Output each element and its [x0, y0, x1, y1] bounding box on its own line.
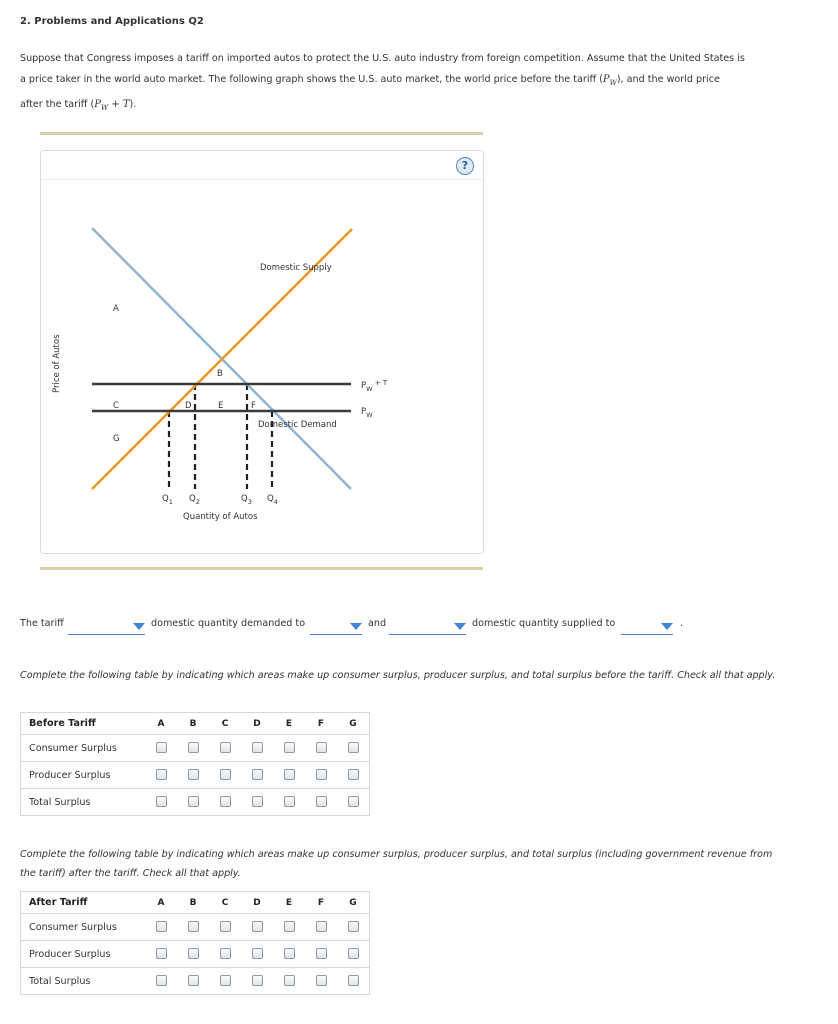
checkbox[interactable] — [316, 948, 327, 959]
table-header-row — [21, 892, 370, 914]
checkbox[interactable] — [316, 796, 327, 807]
graph-top-rule — [40, 132, 483, 135]
supply-effect-dropdown[interactable] — [389, 620, 466, 635]
row-label: Total Surplus — [21, 789, 146, 816]
checkbox[interactable] — [220, 921, 231, 932]
checkbox[interactable] — [348, 975, 359, 986]
checkbox[interactable] — [188, 769, 199, 780]
row-label: Total Surplus — [21, 968, 146, 995]
sentence-text-2: domestic quantity demanded to — [151, 618, 306, 629]
intro-line-2: a price taker in the world auto market. The following graph shows the U.S. auto market, the world price before the tariff $(P_W)$, and the world price — [20, 74, 720, 87]
before-tariff-table — [20, 712, 370, 816]
after-tariff-title: After Tariff — [21, 892, 146, 914]
checkbox[interactable] — [284, 921, 295, 932]
checkbox[interactable] — [188, 742, 199, 753]
column-g: G — [337, 892, 370, 914]
graph-bottom-rule — [40, 567, 483, 570]
column-f: F — [305, 713, 337, 735]
quantity-supplied-dropdown[interactable] — [621, 620, 673, 635]
row-label: Producer Surplus — [21, 762, 146, 789]
pwt-price-label: $P_W$ $^{+ T}$ — [361, 379, 388, 393]
dropdown-arrow-icon — [661, 623, 673, 630]
checkbox[interactable] — [284, 975, 295, 986]
checkbox[interactable] — [316, 742, 327, 753]
supply-label: Domestic Supply — [260, 263, 332, 273]
column-e: E — [273, 892, 305, 914]
checkbox[interactable] — [316, 975, 327, 986]
table-row — [21, 762, 370, 789]
checkbox[interactable] — [188, 948, 199, 959]
area-g-label: G — [113, 434, 120, 444]
checkbox[interactable] — [348, 796, 359, 807]
column-c: C — [209, 713, 241, 735]
checkbox[interactable] — [188, 796, 199, 807]
sentence-text-1: The tariff — [20, 618, 64, 629]
x-axis-label: Quantity of Autos — [183, 512, 258, 522]
checkbox[interactable] — [220, 742, 231, 753]
checkbox[interactable] — [220, 796, 231, 807]
area-a-label: A — [113, 304, 119, 314]
graph-panel — [40, 150, 484, 554]
checkbox[interactable] — [156, 769, 167, 780]
checkbox[interactable] — [348, 769, 359, 780]
before-tariff-title: Before Tariff — [21, 713, 146, 735]
quantity-demanded-dropdown[interactable] — [310, 620, 362, 635]
area-e-label: E — [218, 401, 224, 411]
q2-label: $Q_2$ — [189, 494, 200, 506]
table-row — [21, 968, 370, 995]
column-d: D — [241, 892, 273, 914]
area-c-label: C — [113, 401, 119, 411]
checkbox[interactable] — [156, 742, 167, 753]
checkbox[interactable] — [252, 796, 263, 807]
sentence-text-3: and — [368, 618, 387, 629]
area-f-label: F — [251, 401, 256, 411]
checkbox[interactable] — [284, 769, 295, 780]
after-tariff-table — [20, 891, 370, 995]
y-axis-label: Price of Autos — [52, 334, 62, 393]
column-a: A — [145, 892, 177, 914]
checkbox[interactable] — [284, 948, 295, 959]
column-b: B — [177, 713, 209, 735]
pw-price-label: $P_W$ — [361, 407, 373, 419]
before-tariff-prompt: Complete the following table by indicating which areas make up consumer surplus, producer surplus, and total surplus before the tariff. Check all that apply. — [20, 670, 776, 681]
column-e: E — [273, 713, 305, 735]
demand-label: Domestic Demand — [258, 420, 337, 430]
tariff-effect-dropdown[interactable] — [68, 620, 145, 635]
column-g: G — [337, 713, 370, 735]
checkbox[interactable] — [220, 769, 231, 780]
row-label: Consumer Surplus — [21, 914, 146, 941]
checkbox[interactable] — [188, 975, 199, 986]
dropdown-arrow-icon — [454, 623, 466, 630]
checkbox[interactable] — [156, 796, 167, 807]
checkbox[interactable] — [348, 948, 359, 959]
q3-label: $Q_3$ — [241, 494, 252, 506]
checkbox[interactable] — [348, 921, 359, 932]
table-row — [21, 941, 370, 968]
area-d-label: D — [185, 401, 192, 411]
checkbox[interactable] — [220, 948, 231, 959]
table-row — [21, 735, 370, 762]
after-tariff-prompt: Complete the following table by indicating which areas make up consumer surplus, producer surplus, and total surplus (including government revenue from the tariff) after the tariff. Check all that apply. — [20, 849, 773, 879]
checkbox[interactable] — [252, 742, 263, 753]
checkbox[interactable] — [220, 975, 231, 986]
q4-label: $Q_4$ — [267, 494, 278, 506]
checkbox[interactable] — [188, 921, 199, 932]
checkbox[interactable] — [156, 948, 167, 959]
checkbox[interactable] — [252, 769, 263, 780]
dropdown-arrow-icon — [133, 623, 145, 630]
intro-line-1: Suppose that Congress imposes a tariff on imported autos to protect the U.S. auto industry from foreign competition. Assume that the United States is — [20, 53, 745, 64]
row-label: Producer Surplus — [21, 941, 146, 968]
table-header-row — [21, 713, 370, 735]
question-intro — [20, 48, 780, 119]
checkbox[interactable] — [284, 796, 295, 807]
sentence-period: . — [680, 618, 684, 629]
dropdown-arrow-icon — [350, 623, 362, 630]
checkbox[interactable] — [316, 921, 327, 932]
row-label: Consumer Surplus — [21, 735, 146, 762]
intro-line-3: after the tariff $(P_W + T)$. — [20, 99, 137, 112]
column-c: C — [209, 892, 241, 914]
checkbox[interactable] — [156, 975, 167, 986]
q1-label: $Q_1$ — [162, 494, 173, 506]
checkbox[interactable] — [252, 975, 263, 986]
area-b-label: B — [217, 369, 223, 379]
checkbox[interactable] — [316, 769, 327, 780]
checkbox[interactable] — [284, 742, 295, 753]
column-a: A — [145, 713, 177, 735]
table-row — [21, 914, 370, 941]
question-heading: 2. Problems and Applications Q2 — [20, 16, 204, 27]
help-icon[interactable]: ? — [456, 157, 474, 175]
market-graph — [41, 151, 483, 551]
checkbox[interactable] — [348, 742, 359, 753]
column-f: F — [305, 892, 337, 914]
checkbox[interactable] — [156, 921, 167, 932]
column-d: D — [241, 713, 273, 735]
sentence-text-4: domestic quantity supplied to — [472, 618, 616, 629]
checkbox[interactable] — [252, 921, 263, 932]
table-row — [21, 789, 370, 816]
checkbox[interactable] — [252, 948, 263, 959]
column-b: B — [177, 892, 209, 914]
